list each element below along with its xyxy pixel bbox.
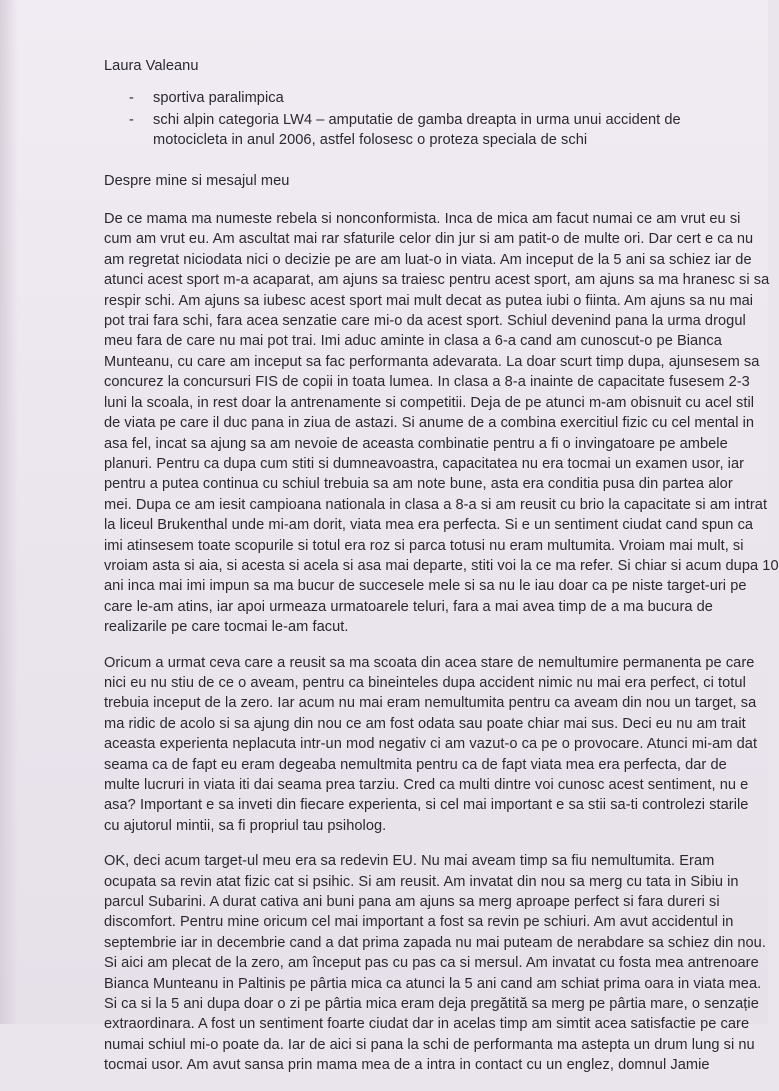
text-line: pentru a putea continua cu schiul trebuia sa am note bune, asta era conditia pusa din partea alor <box>104 476 733 493</box>
text-line: OK, deci acum target-ul meu era sa redevin EU. Nu mai aveam timp sa fiu nemultumita. Eram <box>104 853 715 870</box>
text-line: am regretat niciodata nici o decizie pe are am luat-o in viata. Am inceput de la 5 ani sa schiez iar de <box>104 251 752 268</box>
text-line: pot trai fara schi, fara acea senzatie care mi-o da acest sport. Schiul devenind pana la urma drogul <box>104 313 746 330</box>
text-line: luni la scoala, in rest doar la antrenamente si competitii. Deja de pe atunci m-am obisnuit cu acel stil <box>104 394 755 411</box>
text-line: atunci acest sport m-a acaparat, am ajuns sa traiesc pentru acest sport, am ajuns sa ma hranesc si sa <box>104 272 770 289</box>
text-line: mei. Dupa ce am iesit campioana nationala in clasa a 8-a si am reusit cu brio la capacitate si am intrat <box>104 496 768 513</box>
text-line: realizarile pe care tocmai le-am facut. <box>104 619 349 636</box>
text-line: extraordinara. A fost un sentiment foarte ciudat dar in acelas timp am simtit acea satisfactie pe care <box>104 1016 750 1033</box>
text-line: numai schiul mi-o poate da. Iar de aici si pana la schi de performanta ma astepta un drum lung si nu <box>104 1036 755 1053</box>
text-line: de viata pe care il duc pana in ziua de astazi. Si anume de a combina exercitiul fizic cu cel mental in <box>104 415 755 432</box>
text-line: respir schi. Am ajuns sa iubesc acest sport mai mult decat as putea iubi o fiinta. Am ajuns sa nu mai <box>104 292 754 309</box>
text-line: Si ca si la 5 ani dupa doar o zi pe pârtia mica eram deja pregătită sa merg pe pârtia mare, o senzație <box>104 996 759 1013</box>
section-heading: Despre mine si mesajul meu <box>104 172 290 189</box>
text-line: septembrie iar in decembrie cand a dat prima zapada nu mai puteam de nerabdare sa schiez din nou. <box>104 934 766 951</box>
text-line: seama ca de fapt eu eram degeaba nemultmita pentru ca de fapt viata mea era perfecta, dar de <box>104 756 727 773</box>
bullet-item: - sportiva paralimpica <box>96 88 750 108</box>
text-line: care le-am atins, iar apoi urmeaza urmatoarele teluri, fara a mai avea timp de a ma bucura de <box>104 598 713 615</box>
text-line: trebuia inceput de la zero. Iar acum nu mai eram nemultumita pentru ca aveam din nou un target, sa <box>104 695 757 712</box>
author-name: Laura Valeanu <box>104 58 199 74</box>
text-line: planuri. Pentru ca dupa cum stiti si dumneavoastra, capacitatea nu era tocmai un examen usor, iar <box>104 455 745 472</box>
text-line: concurez la concursuri FIS de copii in toata lumea. In clasa a 8-a inainte de capacitate fusesem 2-3 <box>104 374 750 391</box>
text-line: Si aici am plecat de la zero, am început pas cu pas ca si mersul. Am invatat cu fosta mea antrenoare <box>104 955 759 972</box>
text-line: asa fel, incat sa ajung sa am nevoie de aceasta combinatie pentru a fi o invingatoare pe ambele <box>104 435 728 452</box>
page-edge-shadow <box>0 0 18 1024</box>
text-line: nici eu nu stiu de ce o aveam, pentru ca bineinteles dupa accident nimic nu mai era perfect, ci totul <box>104 674 746 691</box>
text-line: discomfort. Pentru mine oricum cel mai important a fost sa revin pe schiuri. Am avut accidentul in <box>104 914 734 931</box>
text-line: multe lucruri in viata iti dai seama prea tarziu. Cred ca multi dintre voi cunosc acest sentiment, nu e <box>104 777 749 793</box>
text-line: la liceul Brukenthal unde mi-am dorit, viata mea era perfecta. Si e un sentiment ciudat cand spun ca <box>104 517 754 534</box>
text-line: ocupata sa revin atat fizic cat si psihic. Si am reusit. Am invatat din nou sa merg cu tata in Sibiu in <box>104 873 739 890</box>
text-line: cu ajutorul mintii, sa fi propriul tau psiholog. <box>104 817 387 834</box>
paragraph-3 <box>104 851 766 1075</box>
text-line: ma ridic de acolo si sa ajung din nou ce am fost odata sau poate chiar mai sus. Deci eu nu am trait <box>104 715 746 732</box>
text-line: Bianca Munteanu in Paltinis pe pârtia mica ca atunci la 5 ani cand am schiat prima oara in viata mea. <box>104 975 762 992</box>
paragraph-2 <box>104 653 758 837</box>
text-line: tocmai usor. Am avut sansa prin mama mea de a intra in contact cu un englez, domnul Jamie <box>104 1057 710 1074</box>
text-line: meu fara de care nu mai pot trai. Imi aduc aminte in clasa a 6-a cand am cunoscut-o pe Bianca <box>104 333 722 350</box>
text-line: De ce mama ma numeste rebela si nonconformista. Inca de mica am facut numai ce am vrut eu si <box>104 211 741 228</box>
text-line: cum am vrut eu. Am ascultat mai rar sfaturile celor din jur si am patit-o de multe ori. Dar cert e ca nu <box>104 231 754 248</box>
document-body <box>96 56 779 1091</box>
text-line: Oricum a urmat ceva care a reusit sa ma scoata din acea stare de nemultumire permanenta pe care <box>104 654 755 671</box>
text-line: Munteanu, cu care am inceput sa fac performanta adevarata. La doar scurt timp dupa, ajunsesem sa <box>104 353 760 370</box>
text-line: parcul Subarini. A durat cativa ani buni pana am ajuns sa merg aproape perfect si fara dureri si <box>104 894 720 911</box>
text-line: ani inca mai imi impun sa ma bucur de succesele mele si sa nu le iau doar ca pe niste target-uri pe <box>104 578 747 595</box>
text-line: imi atinsesem toate scopurile si totul era roz si parca totusi nu eram multumita. Vroiam mai mult, si <box>104 537 744 554</box>
bullet-item: - schi alpin categoria LW4 – amputatie de gamba dreapta in urma unui accident de motocicleta in anul 2006, astfel folosesc o proteza speciala de schi <box>96 110 750 151</box>
text-line: vroiam asta si aia, si acesta si acela si asa mai departe, stiti voi la ce ma refer. Si chiar si acum dupa 10 <box>104 557 779 574</box>
text-line: aceasta experienta neplacuta intr-un mod negativ ci am vazut-o ca pe o provocare. Atunci mi-am dat <box>104 736 758 753</box>
text-line: asa? Important e sa inveti din fiecare experienta, si cel mai important e sa stii sa-ti controlezi starile <box>104 797 749 814</box>
paragraph-1 <box>104 209 779 638</box>
bullet-list <box>96 88 750 150</box>
